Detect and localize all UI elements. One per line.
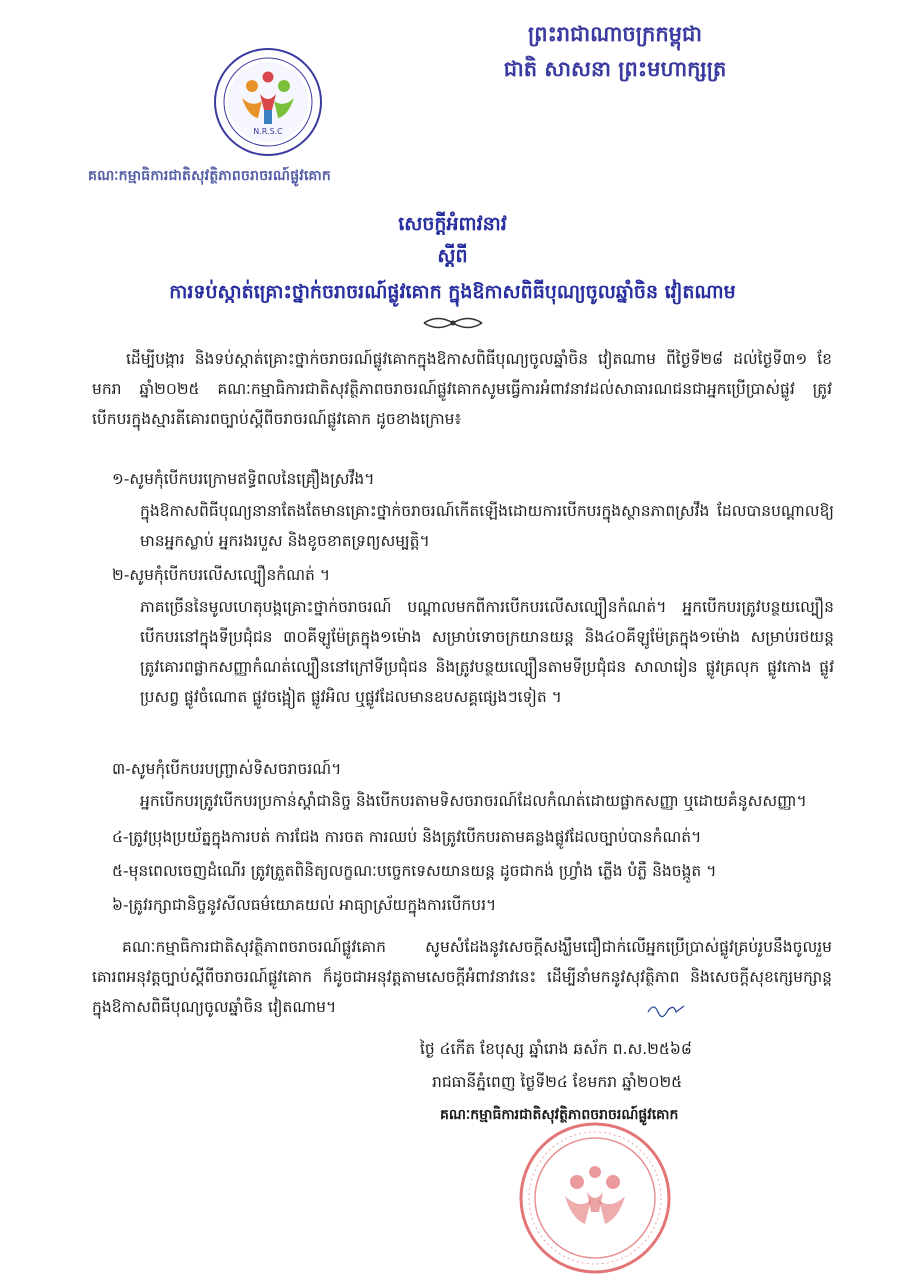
closing-paragraph: គណៈកម្មាធិការជាតិសុវត្ថិភាពចរាចរណ៍ផ្លូវគោក សូមសំដែងនូវសេចក្តីសង្ឃឹមជឿជាក់លើអ្នកប្រើប្រាស់ផ្លូវគ្រប់រូបនឹងចូលរួមគោរពអនុវត្តច្បាប់ស្តីពីចរាចរណ៍ផ្លូវគោក ក៏ដូចជាអនុវត្តតាមសេចក្តីអំពាវនាវនេះ ដើម្បីនាំមកនូវសុវត្ថិភាព និងសេចក្តីសុខក្សេមក្សាន្ត ក្នុងឱកាសពិធីបុណ្យចូលឆ្នាំចិន វៀតណាម។ xyxy=(92,938,832,1016)
item-3-heading: ៣-សូមកុំបើកបរបញ្ច្រាស់ទិសចរាចរណ៍។ xyxy=(112,760,342,778)
official-seal xyxy=(515,1118,675,1278)
kingdom-line-1: ព្រះរាជាណាចក្រកម្ពុជា xyxy=(527,22,702,46)
nrsc-logo xyxy=(212,46,324,158)
intro-text: ដើម្បីបង្ការ និងទប់ស្កាត់គ្រោះថ្នាក់ចរាចរណ៍ផ្លូវគោកក្នុងឱកាសពិធីបុណ្យចូលឆ្នាំចិន វៀតណាម ពីថ្ងៃទី២៨ ដល់ថ្ងៃទី៣១ ខែមករា ឆ្នាំ២០២៥ គណៈកម្មាធិការជាតិសុវត្ថិភាពចរាចរណ៍ផ្លូវគោកសូមធ្វើការអំពាវនាវដល់សាធារណជនជាអ្នកប្រើប្រាស់ផ្លូវ ត្រូវបើកបរក្នុងស្មារតីគោរពច្បាប់ស្តីពីចរាចរណ៍ផ្លូវគោក ដូចខាងក្រោម៖ xyxy=(92,350,832,428)
solar-date: រាជធានីភ្នំពេញ ថ្ងៃទី២៤ ខែមករា ឆ្នាំ២០២៥ xyxy=(432,1073,683,1091)
item-2-body: ភាគច្រើននៃមូលហេតុបង្កគ្រោះថ្នាក់ចរាចរណ៍ បណ្តាលមកពីការបើកបរលើសល្បឿនកំណត់។ អ្នកបើកបរត្រូវបន្ថយល្បឿនបើកបរនៅក្នុងទីប្រជុំជន ៣០គីឡូម៉ែត្រក្នុង១ម៉ោង សម្រាប់ទោចក្រយានយន្ត និង៤០គីឡូម៉ែត្រក្នុង១ម៉ោង សម្រាប់រថយន្ត ត្រូវគោរពផ្លាកសញ្ញាកំណត់ល្បឿននៅក្រៅទីប្រជុំជន និងត្រូវបន្ថយល្បឿនតាមទីប្រជុំជន សាលារៀន ផ្លូវគ្រលុក ផ្លូវកោង ផ្លូវប្រសព្វ ផ្លូវចំណោត ផ្លូវចង្អៀត ផ្លូវអិល ឬផ្លូវដែលមានឧបសគ្គផ្សេងៗទៀត ។ xyxy=(140,598,834,706)
item-2-heading: ២-សូមកុំបើកបរលើសល្បឿនកំណត់ ។ xyxy=(112,566,331,584)
title-ornament xyxy=(420,314,486,332)
issuing-organization: គណៈកម្មាធិការជាតិសុវត្ថិភាពចរាចរណ៍ផ្លូវគោក xyxy=(88,168,332,184)
document-subject: ការទប់ស្កាត់គ្រោះថ្នាក់ចរាចរណ៍ផ្លូវគោក ក្នុងឱកាសពិធីបុណ្យចូលឆ្នាំចិន វៀតណាម xyxy=(169,281,736,303)
item-3-body: អ្នកបើកបរត្រូវបើកបរប្រកាន់ស្តាំជានិច្ច និងបើកបរតាមទិសចរាចរណ៍ដែលកំណត់ដោយផ្លាកសញ្ញា ឬដោយគំនូសសញ្ញា។ xyxy=(140,792,807,810)
kingdom-heading xyxy=(470,16,760,86)
item-5: ៥-មុនពេលចេញដំណើរ ត្រូវត្រួតពិនិត្យលក្ខណៈបច្ចេកទេសយានយន្ត ដូចជាកង់ ហ្វ្រាំង ភ្លើង បំភ្លឺ និងចង្កូត ។ xyxy=(112,862,717,880)
document-title-about: ស្តីពី xyxy=(437,245,468,267)
lunar-date: ថ្ងៃ ៤កើត ខែបុស្ស ឆ្នាំរោង ឆស័ក ព.ស.២៥៦៨ xyxy=(420,1040,692,1058)
logo-abbr: N.R.S.C xyxy=(253,127,283,136)
item-4: ៤-ត្រូវប្រុងប្រយ័ត្នក្នុងការបត់ ការជែង ការចត ការឈប់ និងត្រូវបើកបរតាមគន្លងផ្លូវដែលច្បាប់បានកំណត់។ xyxy=(112,828,702,846)
document-title: សេចក្តីអំពាវនាវ xyxy=(398,213,507,235)
kingdom-line-2: ជាតិ សាសនា ព្រះមហាក្សត្រ xyxy=(503,57,727,81)
item-6: ៦-ត្រូវរក្សាជានិច្ចនូវសីលធម៌យោគយល់ អាធ្យាស្រ័យក្នុងការបើកបរ។ xyxy=(112,896,497,914)
item-1-heading: ១-សូមកុំបើកបរក្រោមឥទ្ធិពលនៃគ្រឿងស្រវឹង។ xyxy=(112,470,375,488)
intro-paragraph xyxy=(92,344,832,434)
initial-signature xyxy=(646,1000,686,1018)
item-1-body: ក្នុងឱកាសពិធីបុណ្យនានាតែងតែមានគ្រោះថ្នាក់ចរាចរណ៍កើតឡើងដោយការបើកបរក្នុងស្ថានភាពស្រវឹង ដែលបានបណ្តាលឱ្យមានអ្នកស្លាប់ អ្នករងរបួស និងខូចខាតទ្រព្យសម្បត្តិ។ xyxy=(140,502,834,550)
signer-organization: គណៈកម្មាធិការជាតិសុវត្ថិភាពចរាចរណ៍ផ្លូវគោក xyxy=(440,1107,679,1123)
